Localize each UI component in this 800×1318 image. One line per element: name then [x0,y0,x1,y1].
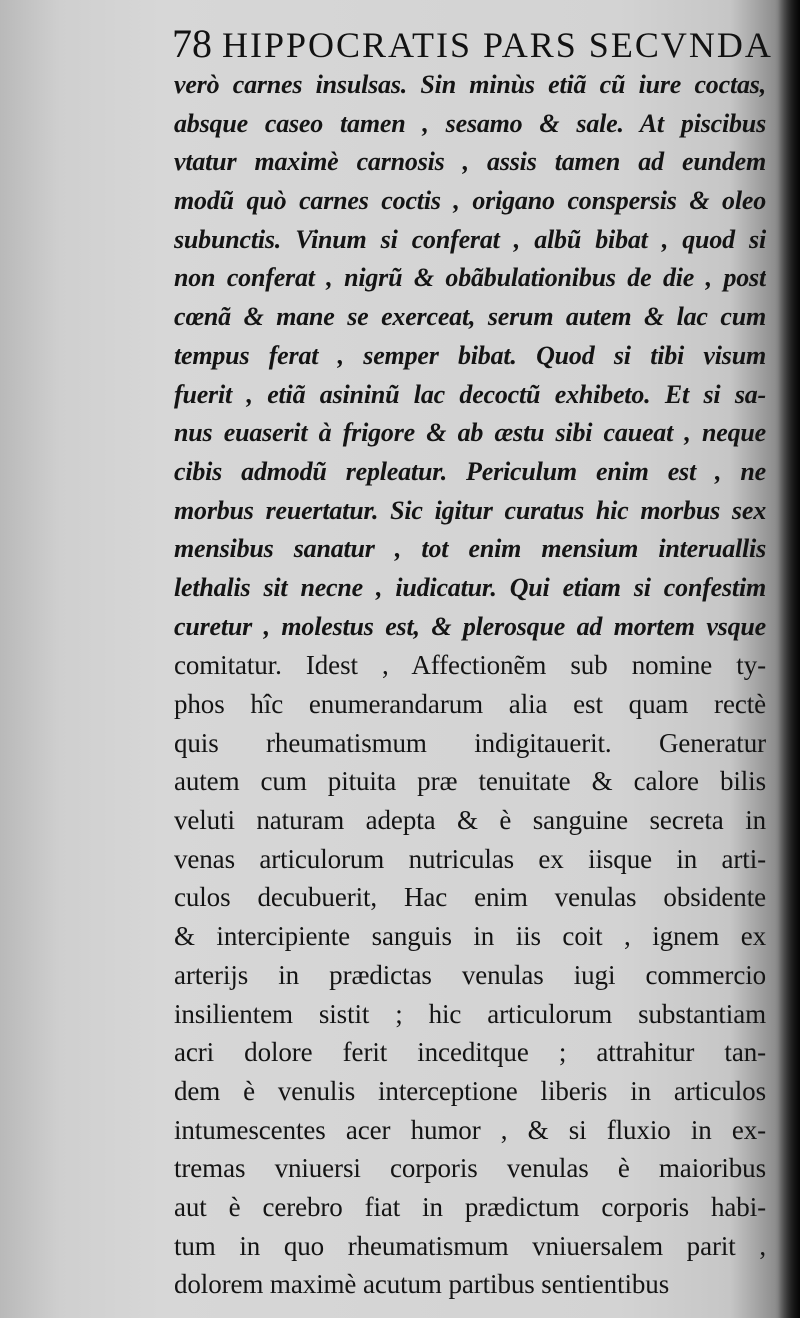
text-line: dem è venulis interceptione liberis in articulos [174,1075,766,1106]
text-line: tempus ferat , semper bibat. Quod si tibi visum [174,340,766,370]
text-line: fuerit , etiã asininũ lac decoctũ exhibeto. Et si sa- [174,379,766,409]
gutter-shadow [778,0,800,1318]
text-line: nus euaserit à frigore & ab æstu sibi caueat , neque [174,418,766,448]
running-head: HIPPOCRATIS PARS SECVNDA [222,25,773,65]
text-line: morbus reuertatur. Sic igitur curatus hic morbus sex [174,495,766,525]
text-line: phos hîc enumerandarum alia est quam rectè [174,689,766,719]
text-line: vtatur maximè carnosis , assis tamen ad eundem [174,147,766,177]
text-line: tremas vniuersi corporis venulas è maioribus [174,1153,766,1184]
text-line: aut è cerebro fiat in prædictum corporis habi- [174,1191,766,1222]
text-line: verò carnes insulsas. Sin minùs etiã cũ iure coctas, [174,70,766,99]
text-line: quis rheumatismum indigitauerit. Generatur [174,727,766,758]
text-line: culos decubuerit, Hac enim venulas obsidente [174,882,766,913]
text-line: comitatur. Idest , Affectionẽm sub nomine ty- [174,650,766,681]
text-line: arterijs in prædictas venulas iugi commercio [174,959,766,990]
page-number: 78 [172,21,212,66]
text-line: subunctis. Vinum si conferat , albũ bibat , quod si [174,224,766,254]
text-line: cibis admodũ repleatur. Periculum enim est , ne [174,456,766,486]
text-line: cœnã & mane se exerceat, serum autem & lac cum [174,302,766,332]
text-line: tum in quo rheumatismum vniuersalem parit , [174,1230,766,1261]
text-line: non conferat , nigrũ & obãbulationibus de die , post [174,263,766,293]
text-line: intumescentes acer humor , & si fluxio in ex- [174,1114,766,1145]
text-line: dolorem maximè acutum partibus sentientibus [174,1269,670,1300]
text-line: acri dolore ferit inceditque ; attrahitur tan- [174,1037,766,1068]
text-line: venas articulorum nutriculas ex iisque in arti- [174,843,766,874]
text-line: lethalis sit necne , iudicatur. Qui etiam si confestim [174,572,766,602]
text-line: absque caseo tamen , sesamo & sale. At piscibus [174,108,766,138]
text-line: autem cum pituita præ tenuitate & calore bilis [174,766,766,797]
text-line: mensibus sanatur , tot enim mensium interuallis [174,534,766,564]
body-text [174,66,766,1304]
text-line: modũ quò carnes coctis , origano conspersis & oleo [174,186,766,216]
page-header [172,20,773,70]
text-line: & intercipiente sanguis in iis coit , ignem ex [174,921,766,952]
text-line: curetur , molestus est, & plerosque ad mortem vsque [174,611,766,641]
text-line: insilientem sistit ; hic articulorum substantiam [174,998,766,1029]
text-line: veluti naturam adepta & è sanguine secreta in [174,805,766,836]
